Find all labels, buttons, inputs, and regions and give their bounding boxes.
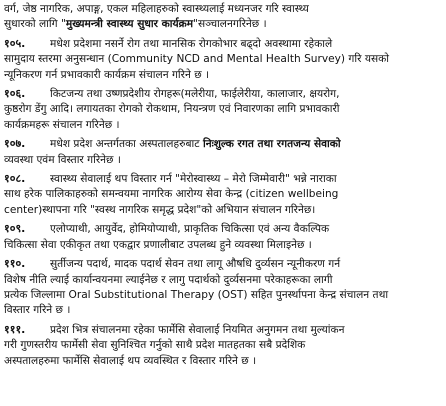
text-run: विशेष नीति ल्याई कार्यान्वयनमा ल्याईनेछ र लागु पदार्थको दुर्व्यसनमा परेकाहरूका लागी — [4, 273, 333, 286]
highlighted-text: मुख्यमन्त्री स्वास्थ्य सुधार कार्यक्रम — [65, 18, 194, 31]
paragraph — [4, 256, 440, 319]
text-line — [4, 288, 440, 303]
text-run: एलोप्याथी, आयुर्वेद, होमियोप्याथी, प्राकृतिक चिकित्सा एवं अन्य वैकल्पिक — [50, 223, 330, 236]
text-line — [4, 338, 440, 353]
text-line — [4, 68, 440, 83]
text-run: वर्ग, जेष्ठ नागरिक, अपाङ्ग, एकल महिलाहरुको स्वास्थ्यलाई मध्यनजर गरि स्वास्थ्य — [4, 3, 309, 15]
text-run: मधेश प्रदेशमा नसर्ने रोग तथा मानसिक रोगकोभार बढ्दो अवस्थामा रहेकाले — [50, 37, 333, 50]
text-run: प्रत्येक जिल्लामा Oral Substitutional Therapy (OST) सहित पुनर्स्थापना केन्द्र संचालन तथा — [4, 288, 389, 301]
paragraph-number: १०९. — [4, 222, 26, 236]
text-line — [4, 36, 440, 52]
text-run: चिकित्सा सेवा एकीकृत तथा एकद्वार प्रणालीबाट उपलब्ध हुने व्यवस्था मिलाइनेछ । — [4, 238, 312, 251]
paragraph-number: १०५. — [4, 36, 26, 50]
text-line — [4, 322, 440, 338]
text-run: सामुदाय स्तरमा अनुसन्धान (Community NCD and Mental Health Survey) गरि यसको — [4, 53, 390, 66]
paragraph — [4, 136, 440, 168]
text-run: गरी गुणस्तरीय फार्मेसी सेवा सुनिश्चित गर्नुको साथै प्रदेश मातहतका सबै प्रदेशिक — [4, 339, 306, 352]
text-run: सुर्तीजन्य पदार्थ, मादक पदार्थ सेवन तथा लागू औषधि दुर्व्यसन न्यूनीकरण गर्न — [50, 258, 341, 271]
paragraph — [4, 171, 440, 218]
text-line — [4, 273, 440, 288]
text-run: किटजन्य तथा उष्णप्रदेशीय रोगहरू(मलेरीया, फाईलेरीया, कालाजार, क्षयरोग, — [50, 88, 340, 101]
text-run: स्वास्थ्य सेवालाई थप विस्तार गर्न "मेरोस्वास्थ्य – मेरो जिम्मेवारी" भन्ने नाराका — [50, 173, 337, 186]
text-line — [4, 203, 440, 218]
text-run: प्रदेश भित्र संचालनमा रहेका फार्मेसि सेवालाई नियमित अनुगमन तथा मुल्यांकन — [50, 323, 345, 336]
text-run: व्यवस्था एवंम विस्तार गरिनेछ । — [4, 153, 121, 166]
paragraph — [4, 322, 440, 369]
text-line — [4, 2, 440, 17]
text-run: सुधारको लागि " — [4, 18, 66, 31]
text-run: विस्तार गरिने छ । — [4, 304, 71, 317]
text-line — [4, 171, 440, 187]
paragraph — [4, 86, 440, 133]
text-line — [4, 187, 440, 202]
text-line — [4, 238, 440, 253]
paragraph — [4, 36, 440, 83]
paragraph-number: १०६. — [4, 87, 26, 101]
paragraph-number: १११. — [4, 322, 26, 336]
text-run: कुष्ठरोग डेंगु आदि। लगायतका रोगको रोकथाम, नियन्त्रण एवं निवारणका लागि प्रभावकारी — [4, 103, 340, 116]
text-line — [4, 118, 440, 133]
text-line — [4, 86, 440, 102]
text-run: "सञ्चालनगरिनेछ । — [193, 18, 267, 31]
paragraph-number: १०८. — [4, 172, 26, 186]
text-run: कार्यक्रमहरू संचालन गरिनेछ । — [4, 118, 120, 131]
text-run: मधेश प्रदेश अन्तर्गतका अस्पतालहरुबाट — [50, 138, 203, 151]
text-line — [4, 354, 440, 369]
paragraph — [4, 2, 440, 33]
text-line — [4, 153, 440, 168]
text-run: साथ हरेक पालिकाहरुको समन्वयमा नागरिक आरोग्य सेवा केन्द्र (citizen wellbeing — [4, 188, 339, 201]
text-line — [4, 303, 440, 318]
text-line — [4, 136, 440, 152]
text-run: न्यूनिकरण गर्न प्रभावकारी कार्यक्रम संचालन गरिने छ । — [4, 68, 210, 81]
paragraph — [4, 221, 440, 253]
text-line — [4, 221, 440, 237]
paragraph-number: १०७. — [4, 137, 26, 151]
text-line — [4, 17, 440, 32]
paragraph-number: ११०. — [4, 257, 26, 271]
highlighted-text: निःशुल्क रगत तथा रगतजन्य सेवाको — [202, 138, 341, 151]
text-run: अस्पतालहरुमा फार्मेसि सेवालाई थप व्यवस्थित र विस्तार गरिने छ । — [4, 354, 257, 367]
text-line — [4, 256, 440, 272]
text-line — [4, 102, 440, 117]
text-run: center)स्थापना गरि "स्वस्थ नागरिक समृद्ध प्रदेश"को अभियान संचालन गरिनेछ। — [4, 203, 316, 216]
text-line — [4, 52, 440, 67]
